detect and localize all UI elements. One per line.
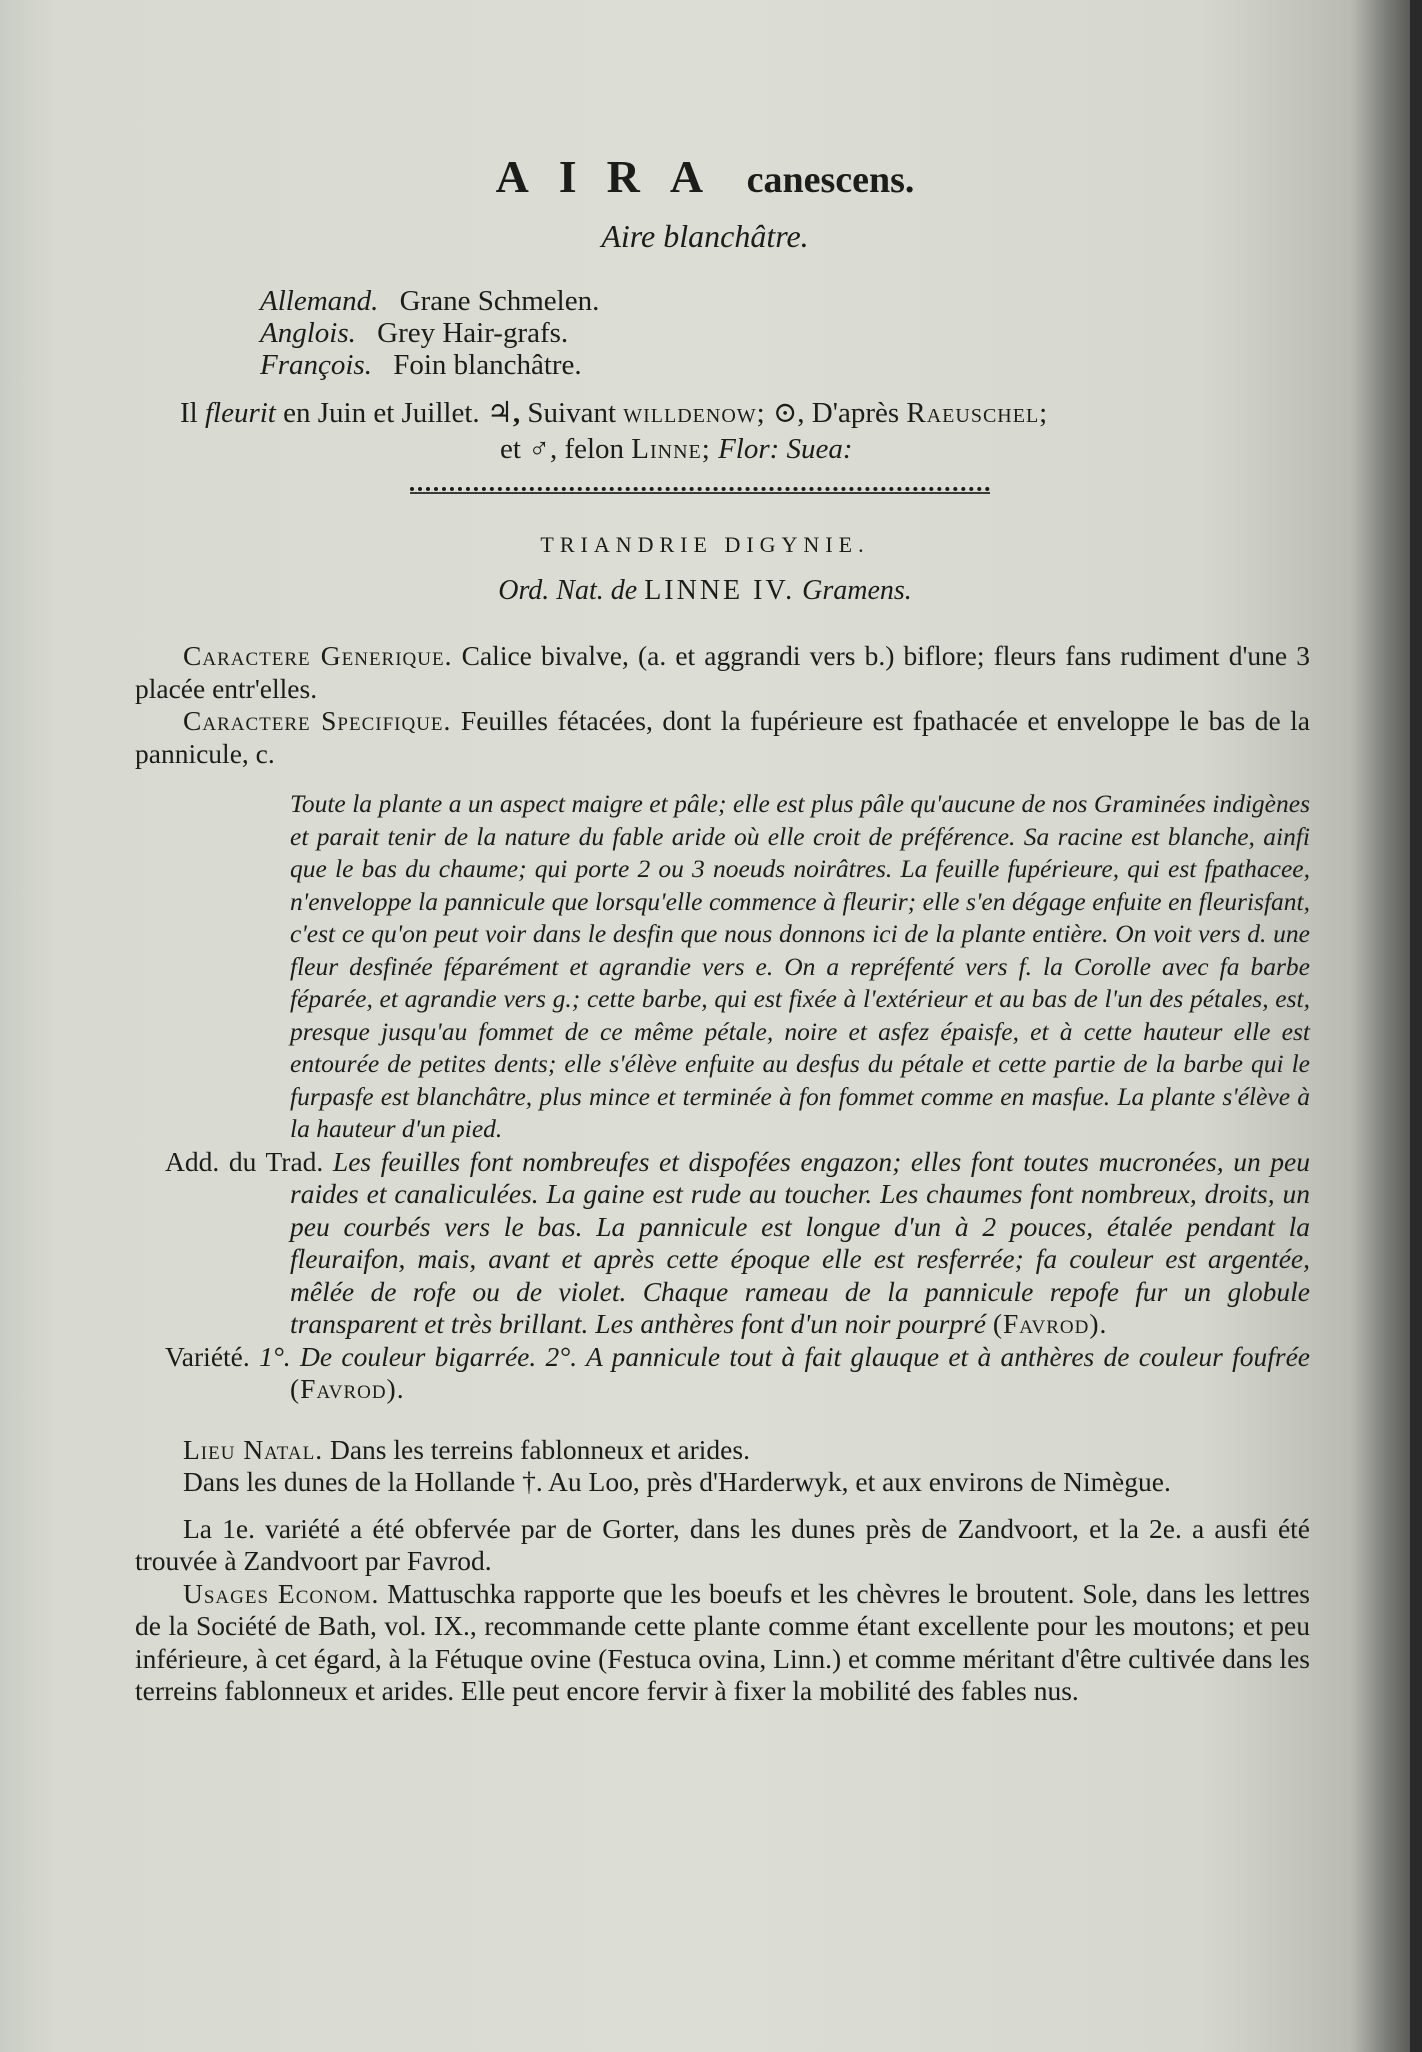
species-name: canescens. [746,159,915,201]
flowering-period [180,395,1260,467]
economic-uses: Usages Econom. Mattuschka rapporte que les boeufs et les chèvres le broutent. Sole, dans les lettres de la Société de Bath, vol. IX., recommande cette plante comme étant excellente pour les moutons; et peu inférieure, à cet égard, à la Fétuque ovine (Festuca ovina, Linn.) et comme méritant d'être cultivée dans les terreins fablonneux et arides. Elle peut encore fervir à fixer la mobilité des fables nus. [135,1577,1311,1706]
natural-order: Ord. Nat. de LINNE IV. Gramens. [498,575,912,606]
perennial-symbol-icon: ♃, [486,397,521,429]
linnaean-class: TRIANDRIE DIGYNIE. [540,532,870,557]
language-label: François. [260,349,372,381]
generic-character: Caractere Generique. Calice bivalve, (a. et aggrandi vers b.) biflore; fleurs fans rudiment d'une 3 placée entr'elles. [135,640,1310,704]
biennial-symbol-icon: ♂, [528,433,558,465]
vernacular-names [260,285,599,381]
divider-line [410,492,990,494]
flowering-line-1: Il fleurit en Juin et Juillet. ♃, Suivant willdenow; ⊙, D'après Raeuschel; [180,397,1049,429]
genus-name: AIRA [495,151,734,202]
section-label: Caractere Specifique. [183,705,452,736]
vernacular-row [260,285,599,317]
vernacular-name: Grey Hair-grafs. [377,317,569,349]
ornamental-divider [410,487,990,491]
habitat-section: Lieu Natal. Dans les terreins fablonneux et arides. [183,1433,750,1465]
plant-description: Toute la plante a un aspect maigre et pâle; elle est plus pâle qu'aucune de nos Graminées indigènes et parait tenir de la nature du fable aride où elle croit de préférence. Sa racine est blanche, ainfi que le bas du chaume; qui porte 2 ou 3 noeuds noirâtres. La feuille fupérieure, qui est fpathacee, n'enveloppe la pannicule que lorsqu'elle commence à fleurir; elle s'en dégage enfuite en fleurisfant, c'est ce qu'on peut voir dans le desfin que nous donnons ici de la plante entière. On voit vers d. une fleur desfinée féparément et agrandie vers e. On a repréfenté vers f. la Corolle avec fa barbe féparée, et agrandie vers g.; cette barbe, qui est fixée à l'extérieur et au bas de l'un des pétales, est, presque jusqu'au fommet de ce même pétale, noire et asfez épaisfe, et à cette hauteur elle est entourée de petites dents; elle s'élève enfuite au desfus du pétale et cette partie de la barbe qui le furpasfe est blanchâtre, plus mince et terminée à fon fommet comme en masfue. La plante s'élève à la hauteur d'un pied. [290,789,1310,1143]
page-title [0,150,1410,203]
habitat-varieties: La 1e. variété a été obfervée par de Gorter, dans les dunes près de Zandvoort, et la 2e. a ausfi été trouvée à Zandvoort par Favrod. [135,1512,1310,1576]
section-label: Lieu Natal. [183,1433,324,1465]
main-text [135,640,1310,1708]
language-label: Allemand. [260,285,379,317]
specific-character: Caractere Specifique. Feuilles fétacées, dont la fupérieure est fpathacée et enveloppe le bas de la pannicule, c. [135,705,1311,769]
translator-addendum: Add. du Trad. Les feuilles font nombreufes et dispofées engazon; elles font toutes mucronées, un peu raides et canaliculées. La gaine est rude au toucher. Les chaumes font nombreux, droits, un peu courbés vers le bas. La pannicule est longue d'un à 2 pouces, étalée pendant la fleuraifon, mais, avant et après cette époque elle est resferrée; fa couleur est argentée, mêlée de rofe ou de violet. Chaque rameau de la pannicule repofe fur un globule transparent et très brillant. Les anthères font d'un noir pourpré (Favrod). [165,1145,1311,1339]
annual-symbol-icon: ⊙, [772,397,805,429]
section-label: Variété. [165,1340,250,1372]
section-label: Usages Econom. [183,1577,380,1609]
page-gutter-shadow [1350,0,1410,2052]
section-label: Caractere Generique. [183,640,453,671]
variety-note: Variété. 1°. De couleur bigarrée. 2°. A pannicule tout à fait glauque et à anthères de couleur foufrée (Favrod). [165,1340,1311,1404]
vernacular-row [260,349,599,381]
common-name: Aire blanchâtre. [601,218,809,254]
language-label: Anglois. [260,317,356,349]
vernacular-row [260,317,599,349]
vernacular-name: Foin blanchâtre. [393,349,582,381]
vernacular-name: Grane Schmelen. [399,285,600,317]
section-label: Add. du Trad. [165,1145,324,1177]
flowering-line-2: et ♂, felon Linne; Flor: Suea: [500,433,853,465]
habitat-netherlands: Dans les dunes de la Hollande †. Au Loo, près d'Harderwyk, et aux environs de Nimègue. [183,1466,1171,1497]
